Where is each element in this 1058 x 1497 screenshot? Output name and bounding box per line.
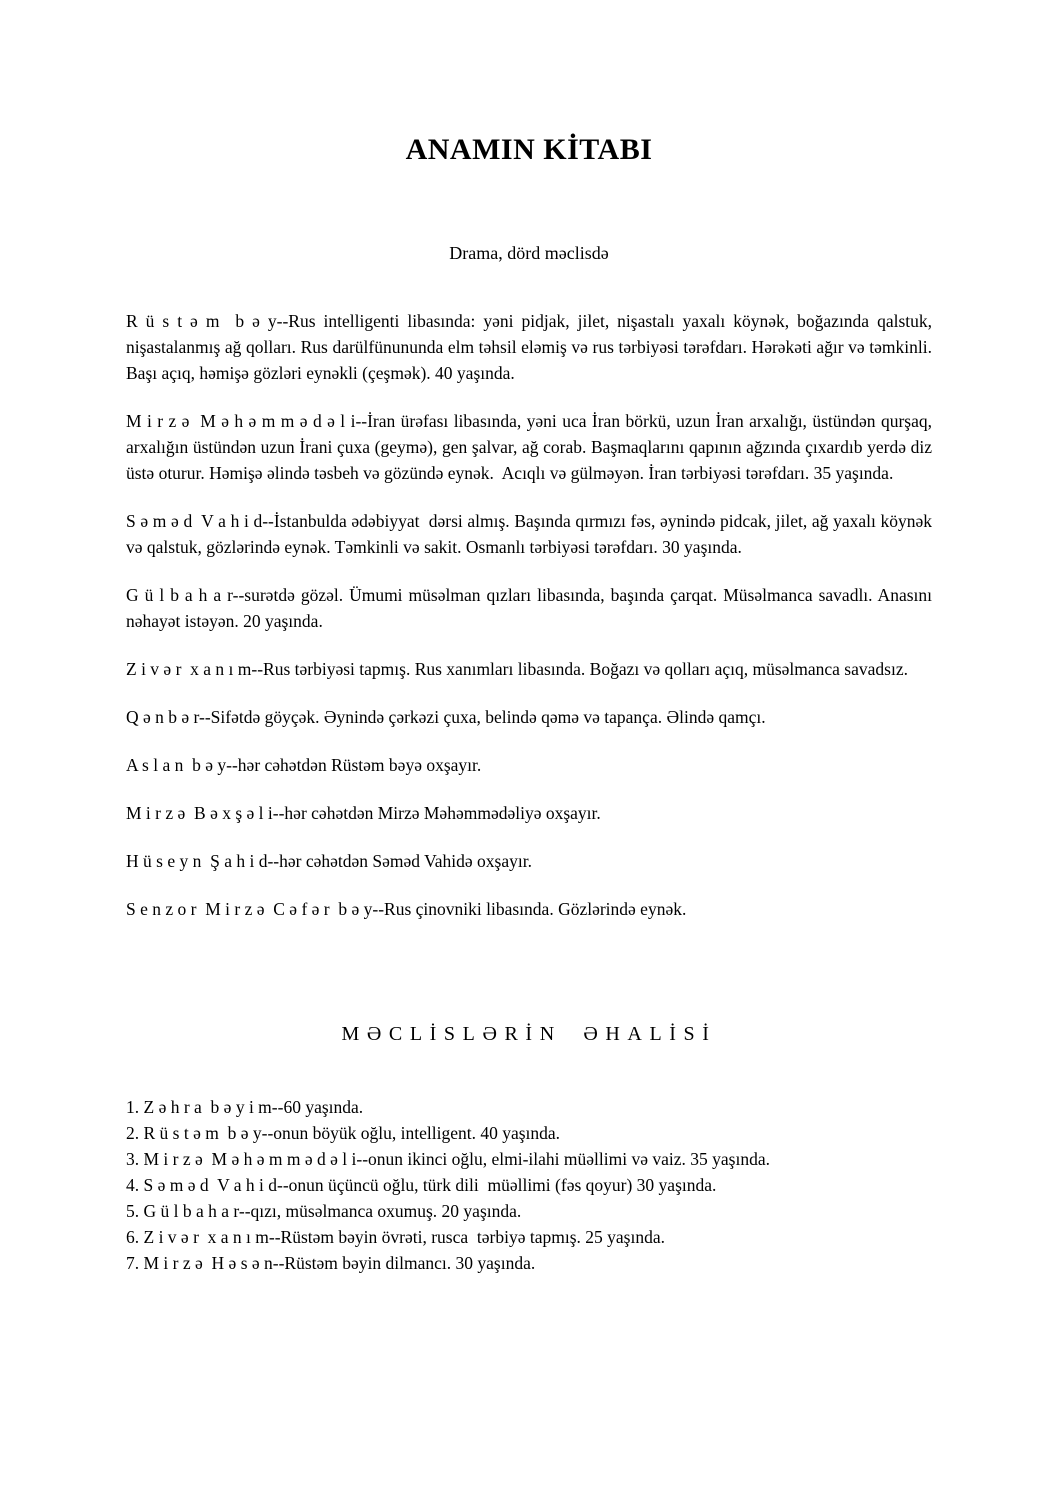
character-desc: --surətdə gözəl. Ümumi müsəlman qızları libasında, başında çarqat. Müsəlmanca savadlı. Anasını nəhayət istəyən. 20 yaşında. [126,585,932,631]
character-name: S ə m ə d V a h i d [126,511,263,531]
character-description [126,800,932,826]
cast-list-item [126,1172,932,1198]
cast-desc: --Rüstəm bəyin övrəti, rusca tərbiyə tapmış. 25 yaşında. [268,1227,665,1247]
cast-number: 6. [126,1227,140,1247]
character-name: H ü s e y n Ş a h i d [126,851,268,871]
cast-desc: --60 yaşında. [271,1097,364,1117]
character-description [126,582,932,634]
character-name: M i r z ə M ə h ə m m ə d ə l i [126,411,356,431]
character-desc: --Rus intelligenti libasında: yəni pidjak, jilet, nişastalı yaxalı köynək, boğazında qalstuk, nişastalanmış ağ qolları. Rus darülfünununda elm təhsil eləmiş və rus tərbiyəsi tərəfdarı. Hərəkəti ağır və təmkinli. Başı açıq, həmişə gözləri eynəkli (çeşmək). 40 yaşında. [126,311,932,383]
character-description [126,508,932,560]
page-title: ANAMIN KİTABI [405,133,653,166]
character-desc: --Rus tərbiyəsi tapmış. Rus xanımları libasında. Boğazı və qolları açıq, müsəlmanca savadsız. [251,659,908,679]
section-heading: MƏCLİSLƏRİN ƏHALİSİ [341,1023,717,1045]
character-name: Q ə n b ə r [126,707,200,727]
page-subtitle: Drama, dörd məclisdə [449,243,609,263]
character-name: Z i v ə r x a n ı m [126,659,252,679]
character-description [126,896,932,922]
cast-number: 3. [126,1149,140,1169]
cast-list-item [126,1146,932,1172]
cast-name: M i r z ə M ə h ə m m ə d ə l i [143,1149,357,1169]
cast-number: 4. [126,1175,140,1195]
character-name: G ü l b a h a r [126,585,233,605]
character-desc: --hər cəhətdən Səməd Vahidə oxşayır. [267,851,532,871]
cast-list-item [126,1224,932,1250]
character-name: A s l a n b ə y [126,755,227,775]
cast-list-item [126,1120,932,1146]
cast-list-item [126,1094,932,1120]
cast-name: Z i v ə r x a n ı m [143,1227,269,1247]
character-description [126,308,932,386]
cast-desc: --onun böyük oğlu, intelligent. 40 yaşında. [261,1123,561,1143]
character-desc: --Rus çinovniki libasında. Gözlərində eynək. [372,899,687,919]
cast-desc: --onun ikinci oğlu, elmi-ilahi müəllimi və vaiz. 35 yaşında. [356,1149,770,1169]
character-description [126,752,932,778]
character-description [126,656,932,682]
cast-list-item [126,1250,932,1276]
character-desc: --hər cəhətdən Rüstəm bəyə oxşayır. [226,755,482,775]
cast-name: Z ə h r a b ə y i m [143,1097,272,1117]
cast-desc: --Rüstəm bəyin dilmancı. 30 yaşında. [272,1253,536,1273]
character-description [126,848,932,874]
character-name: M i r z ə B ə x ş ə l i [126,803,273,823]
cast-desc: --onun üçüncü oğlu, türk dili müəllimi (fəs qoyur) 30 yaşında. [277,1175,717,1195]
cast-name: R ü s t ə m b ə y [143,1123,262,1143]
cast-name: S ə m ə d V a h i d [143,1175,278,1195]
cast-number: 5. [126,1201,140,1221]
character-desc: --İstanbulda ədəbiyyat dərsi almış. Başında qırmızı fəs, əynində pidcak, jilet, ağ yaxalı köynək və qalstuk, gözlərində eynək. Təmkinli və sakit. Osmanlı tərbiyəsi tərəfdarı. 30 yaşında. [126,511,932,557]
character-desc: --hər cəhətdən Mirzə Məhəmmədəliyə oxşayır. [272,803,601,823]
cast-list [126,1094,932,1276]
character-name: S e n z o r M i r z ə C ə f ə r b ə y [126,899,373,919]
cast-list-item [126,1198,932,1224]
cast-number: 1. [126,1097,140,1117]
cast-name: M i r z ə H ə s ə n [143,1253,273,1273]
character-desc: --İran ürəfası libasında, yəni uca İran börkü, uzun İran arxalığı, üstündən qurşaq, arxalığın üstündən uzun İrani çuxa (geymə), gen şalvar, ağ corab. Başmaqlarını qapının ağzında çıxardıb yerdə diz üstə oturur. Həmişə əlində təsbeh və gözündə eynək. Acıqlı və gülməyən. İran tərbiyəsi tərəfdarı. 35 yaşında. [126,411,932,483]
cast-number: 7. [126,1253,140,1273]
character-name: R ü s t ə m b ə y [126,311,277,331]
character-desc: --Sifətdə göyçək. Əynində çərkəzi çuxa, belində qəmə və tapança. Əlində qamçı. [199,707,766,727]
character-descriptions [126,308,932,922]
cast-number: 2. [126,1123,140,1143]
cast-desc: --qızı, müsəlmanca oxumuş. 20 yaşında. [238,1201,522,1221]
character-description [126,408,932,486]
character-description [126,704,932,730]
cast-name: G ü l b a h a r [143,1201,239,1221]
